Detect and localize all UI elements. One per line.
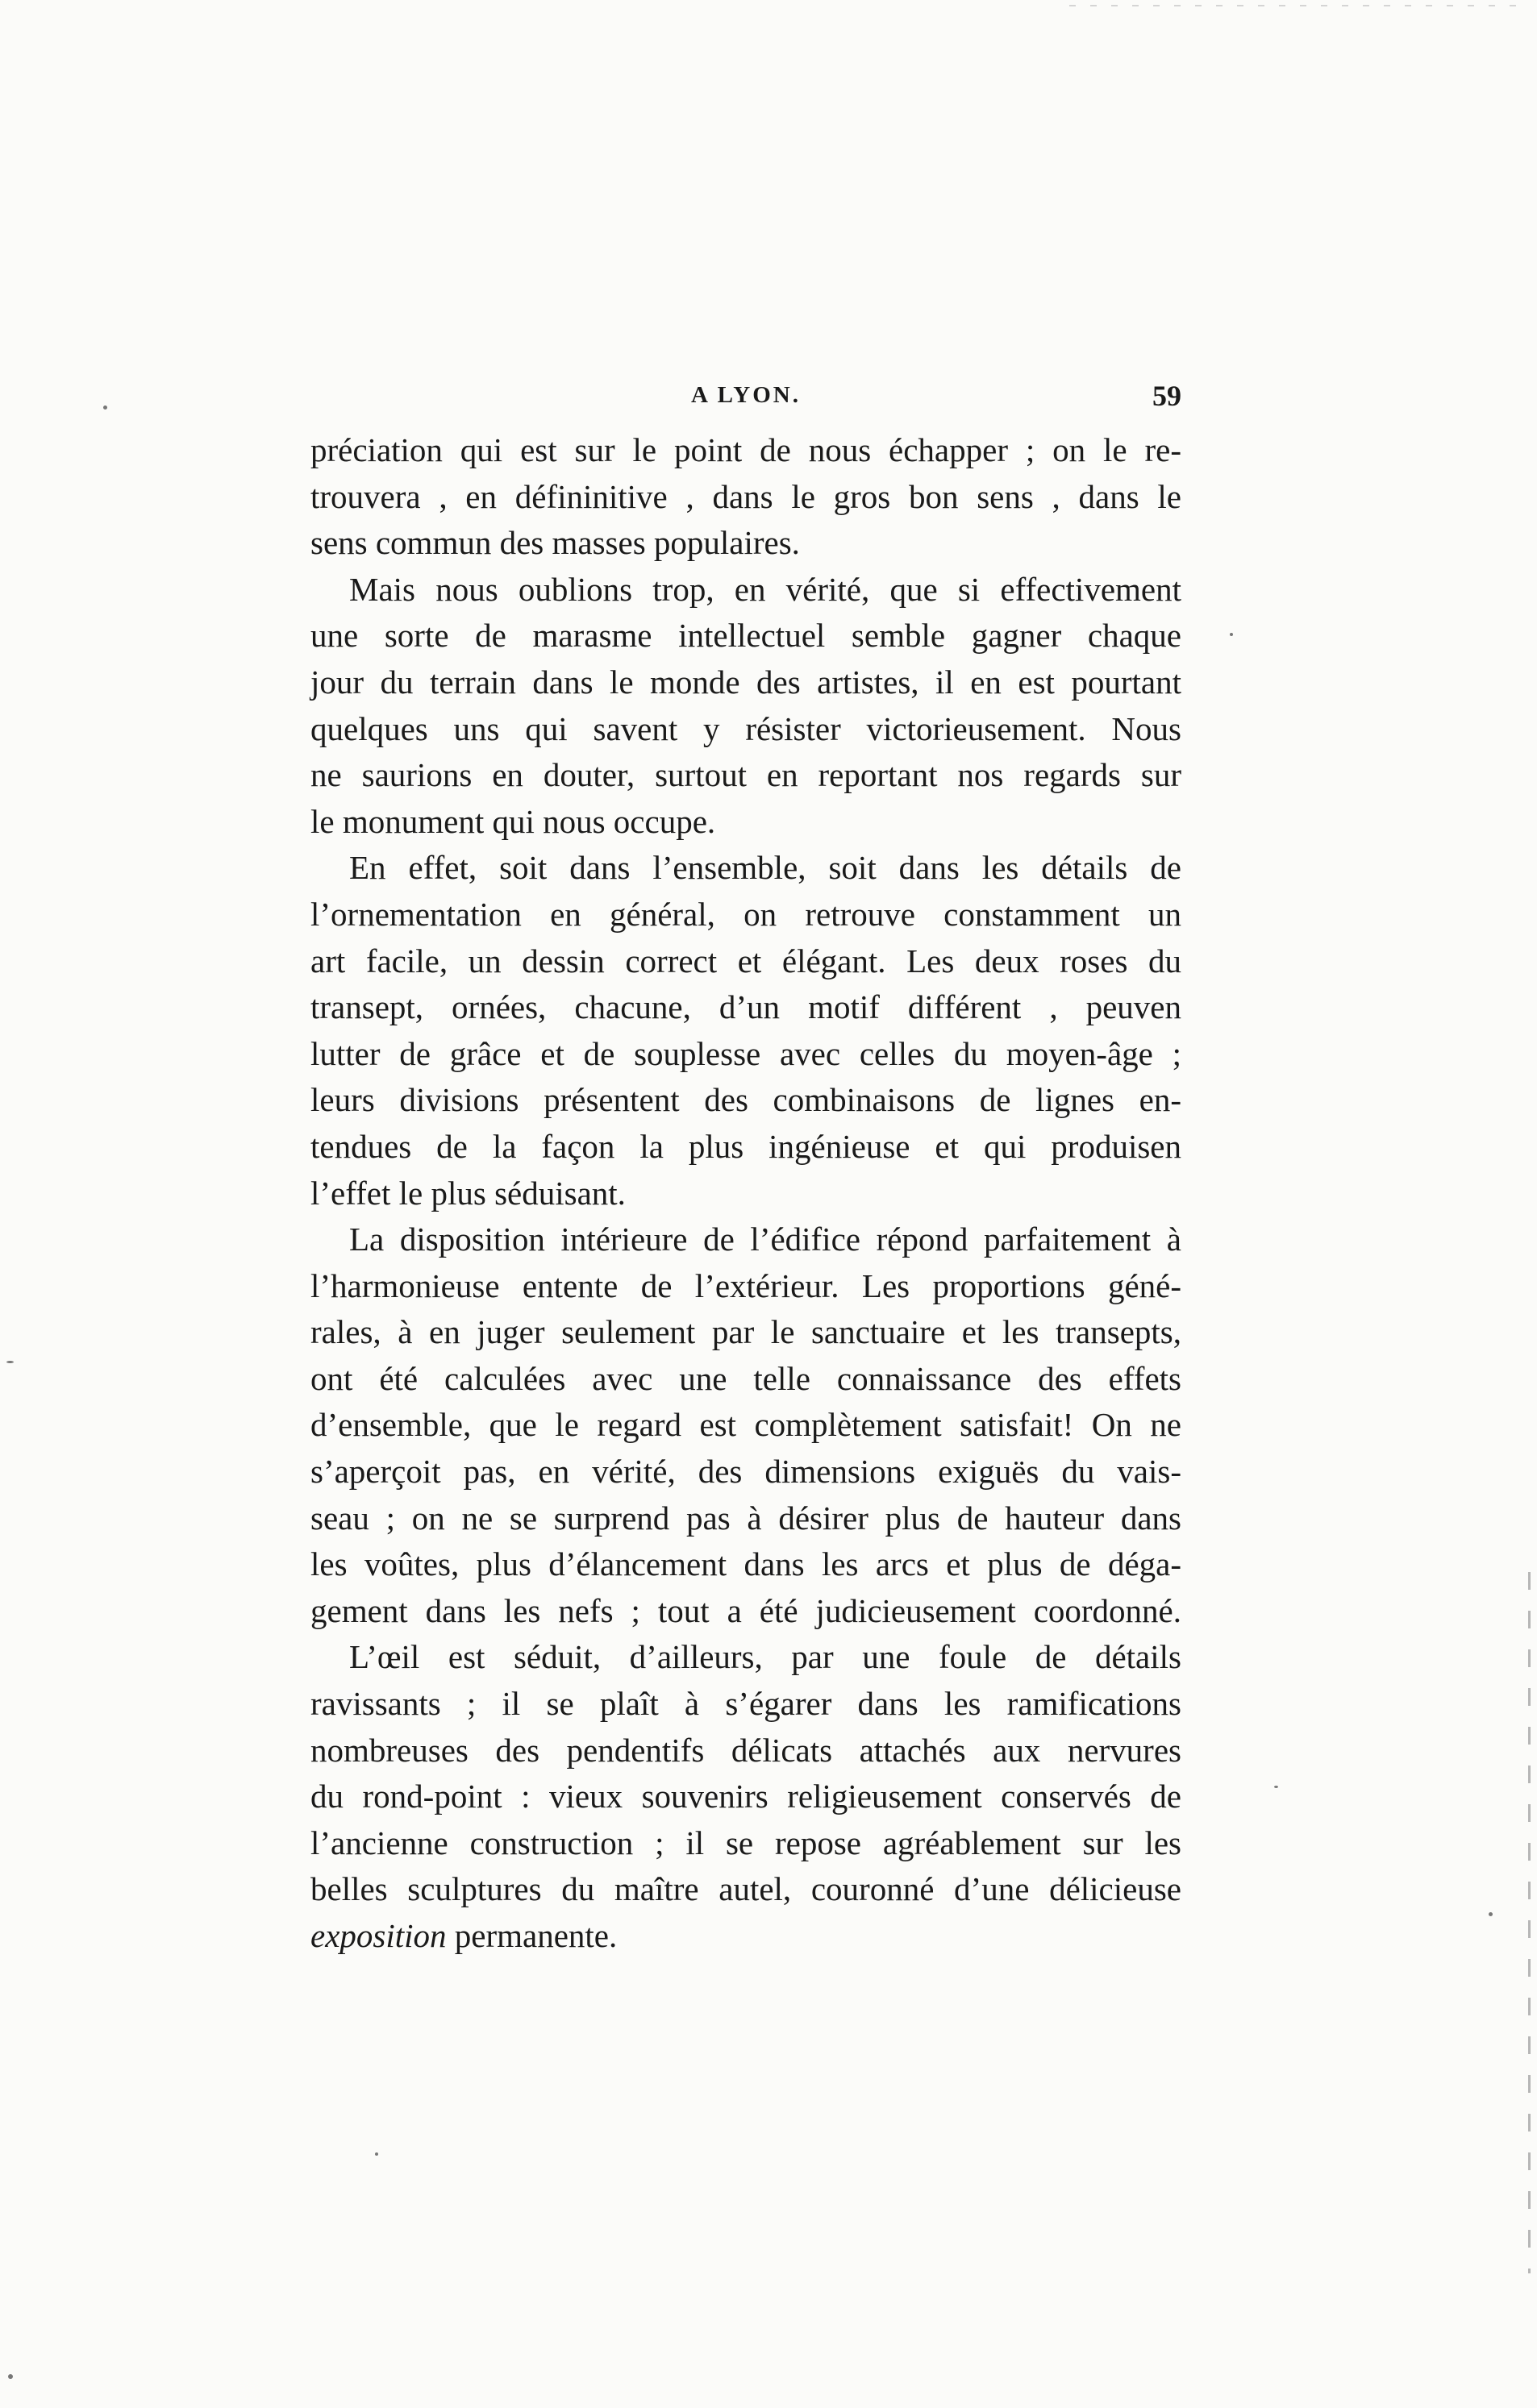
scan-speck bbox=[103, 405, 107, 410]
text-line: l’harmonieuse entente de l’extérieur. Les proportions géné- bbox=[310, 1266, 1181, 1304]
text-line: les voûtes, plus d’élancement dans les arcs et plus de déga- bbox=[310, 1545, 1181, 1583]
text-line: trouvera , en défininitive , dans le gros bon sens , dans le bbox=[310, 477, 1181, 515]
scan-artifact-edge bbox=[1528, 1572, 1531, 2273]
scan-speck bbox=[1489, 1912, 1493, 1916]
text-line: quelques uns qui savent y résister victorieusement. Nous bbox=[310, 709, 1181, 747]
italic-word: exposition bbox=[310, 1917, 447, 1954]
text-line: ne saurions en douter, surtout en reportant nos regards sur bbox=[310, 756, 1181, 794]
scan-speck bbox=[1274, 1786, 1278, 1788]
text-line: gement dans les nefs ; tout a été judicieusement coordonné. bbox=[310, 1591, 1181, 1629]
text-line: Mais nous oublions trop, en vérité, que si effectivement bbox=[349, 570, 1181, 608]
body-text bbox=[310, 427, 1181, 1960]
text-line: ravissants ; il se plaît à s’égarer dans les ramifications bbox=[310, 1685, 1181, 1723]
scan-speck bbox=[1230, 633, 1233, 636]
text-line: jour du terrain dans le monde des artistes, il en est pourtant bbox=[310, 663, 1181, 701]
text-line: l’effet le plus séduisant. bbox=[310, 1174, 626, 1212]
running-header bbox=[310, 379, 1181, 419]
text-line-final bbox=[310, 1913, 1181, 1960]
text-line: ont été calculées avec une telle connaissance des effets bbox=[310, 1359, 1181, 1397]
scan-speck bbox=[375, 2152, 378, 2156]
text-line: transept, ornées, chacune, d’un motif différent , peuven bbox=[310, 988, 1181, 1026]
text-line: belles sculptures du maître autel, couronné d’une délicieuse bbox=[310, 1870, 1181, 1908]
text-line: d’ensemble, que le regard est complètement satisfait! On ne bbox=[310, 1406, 1181, 1444]
text-line: tendues de la façon la plus ingénieuse et qui produisen bbox=[310, 1127, 1181, 1165]
text-line: s’aperçoit pas, en vérité, des dimensions exiguës du vais- bbox=[310, 1453, 1181, 1491]
text-line: une sorte de marasme intellectuel semble gagner chaque bbox=[310, 617, 1181, 655]
text-line: lutter de grâce et de souplesse avec celles du moyen-âge ; bbox=[310, 1034, 1181, 1072]
text-line: La disposition intérieure de l’édifice répond parfaitement à bbox=[349, 1221, 1181, 1258]
text-line: leurs divisions présentent des combinaisons de lignes en- bbox=[310, 1081, 1181, 1119]
text-line: nombreuses des pendentifs délicats attachés aux nervures bbox=[310, 1731, 1181, 1769]
text-line: préciation qui est sur le point de nous échapper ; on le re- bbox=[310, 431, 1181, 468]
scan-artifact-top bbox=[1069, 5, 1521, 6]
text-line: sens commun des masses populaires. bbox=[310, 524, 800, 562]
text-line: le monument qui nous occupe. bbox=[310, 802, 716, 840]
scan-speck bbox=[6, 1361, 14, 1363]
text-line: du rond-point : vieux souvenirs religieusement conservés de bbox=[310, 1778, 1181, 1815]
text-line: rales, à en juger seulement par le sanctuaire et les transepts, bbox=[310, 1313, 1181, 1351]
page-number: 59 bbox=[1152, 380, 1181, 412]
text-line: L’œil est séduit, d’ailleurs, par une foule de détails bbox=[349, 1638, 1181, 1676]
text-line: l’ornementation en général, on retrouve constamment un bbox=[310, 895, 1181, 933]
scan-speck bbox=[8, 2374, 13, 2379]
text-line: l’ancienne construction ; il se repose agréablement sur les bbox=[310, 1824, 1181, 1861]
text-line: art facile, un dessin correct et élégant. Les deux roses du bbox=[310, 942, 1181, 979]
running-title: A LYON. bbox=[691, 382, 801, 408]
text-line: En effet, soit dans l’ensemble, soit dans les détails de bbox=[349, 849, 1181, 887]
text-line: seau ; on ne se surprend pas à désirer plus de hauteur dans bbox=[310, 1499, 1181, 1537]
final-words: permanente. bbox=[446, 1917, 618, 1954]
